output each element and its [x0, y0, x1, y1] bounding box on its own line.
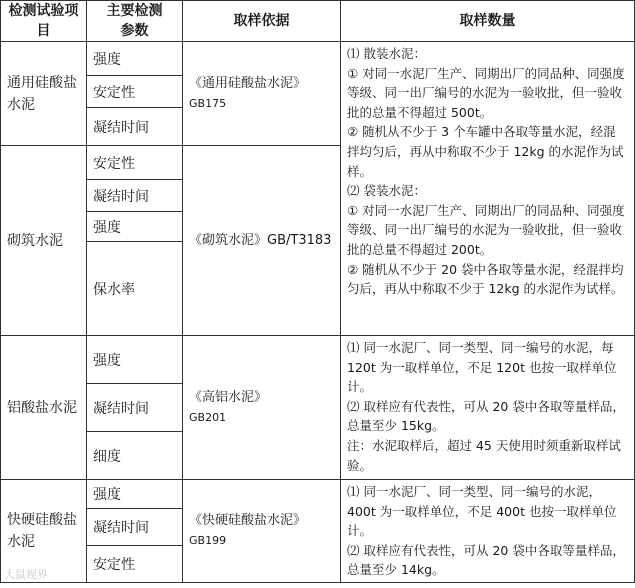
param-cell: 凝结时间: [87, 108, 183, 146]
table-row: [1, 480, 635, 509]
basis-cell: [183, 146, 341, 336]
basis-code: GB175: [189, 96, 227, 110]
item-cell: 通用硅酸盐水泥: [1, 42, 87, 146]
quantity-line: ① 对同一水泥厂生产、同期出厂的同品种、同强度等级、同一出厂编号的水泥为一验收批，但一验收批的总量不得超过 500t。: [347, 65, 625, 120]
item-cell: 快硬硅酸盐水泥: [1, 480, 87, 583]
param-cell: 凝结时间: [87, 384, 183, 432]
table-row: [1, 42, 635, 76]
basis-code: GB199: [189, 533, 227, 547]
param-cell: 凝结时间: [87, 508, 183, 545]
item-cell: 铝酸盐水泥: [1, 336, 87, 480]
quantity-line: ⑴ 同一水泥厂、同一类型、同一编号的水泥，400t 为一取样单位，不足 400t 也按一取样单位计。: [347, 484, 617, 539]
param-cell: 细度: [87, 432, 183, 480]
basis-cell: [183, 42, 341, 146]
quantity-line: ⑵ 取样应有代表性，可从 20 袋中各取等量样品，总量至少 14kg。: [347, 542, 625, 578]
basis-name: 《砌筑水泥》GB/T3183: [189, 232, 332, 248]
basis-name: 《通用硅酸盐水泥》: [189, 75, 307, 91]
quantity-line: ① 对同一水泥厂生产、同期出厂的同品种、同强度等级、同一出厂编号的水泥为一验收批，但一验收批的总量不得超过 200t。: [347, 202, 625, 257]
basis-code: GB201: [189, 410, 227, 424]
header-quantity: 取样数量: [341, 1, 635, 42]
quantity-cell: [341, 480, 635, 583]
header-basis: 取样依据: [183, 1, 341, 42]
quantity-cell: [341, 42, 635, 336]
quantity-line: ⑵ 袋装水泥：: [347, 183, 426, 199]
basis-name: 《快硬硅酸盐水泥》: [189, 512, 307, 528]
basis-cell: [183, 480, 341, 583]
param-cell: 安定性: [87, 76, 183, 108]
param-cell: 保水率: [87, 242, 183, 336]
param-cell: 强度: [87, 480, 183, 509]
quantity-line: ② 随机从不少于 3 个车罐中各取等量水泥，经混拌均匀后，再从中称取不少于 12kg 的水泥作为试样。: [347, 124, 624, 179]
param-cell: 强度: [87, 42, 183, 76]
table-row: [1, 336, 635, 384]
item-cell: 砌筑水泥: [1, 146, 87, 336]
header-params: 主要检测参数: [87, 1, 183, 42]
quantity-line: ⑵ 取样应有代表性，可从 20 袋中各取等量样品，总量至少 15kg。: [347, 398, 625, 434]
quantity-line: 注：水泥取样后，超过 45 天使用时须重新取样试验。: [347, 437, 621, 473]
param-cell: 安定性: [87, 545, 183, 582]
quantity-line: ⑴ 散装水泥：: [347, 46, 426, 61]
basis-name: 《高铝水泥》: [189, 389, 268, 405]
param-cell: 强度: [87, 336, 183, 384]
basis-cell: [183, 336, 341, 480]
quantity-line: ⑴ 同一水泥厂、同一类型、同一编号的水泥，每 120t 为一取样单位，不足 120t 也按一取样单位计。: [347, 340, 617, 395]
param-cell: 安定性: [87, 146, 183, 180]
header-row: [1, 1, 635, 42]
header-item: 检测试验项目: [1, 1, 87, 42]
param-cell: 强度: [87, 212, 183, 242]
quantity-line: ② 随机从不少于 20 袋中各取等量水泥，经混拌均匀后，再从中称取不少于 12kg 的水泥作为试样。: [347, 261, 624, 297]
quantity-cell: [341, 336, 635, 480]
param-cell: 凝结时间: [87, 180, 183, 212]
watermark: 大鼠视界: [4, 568, 48, 581]
